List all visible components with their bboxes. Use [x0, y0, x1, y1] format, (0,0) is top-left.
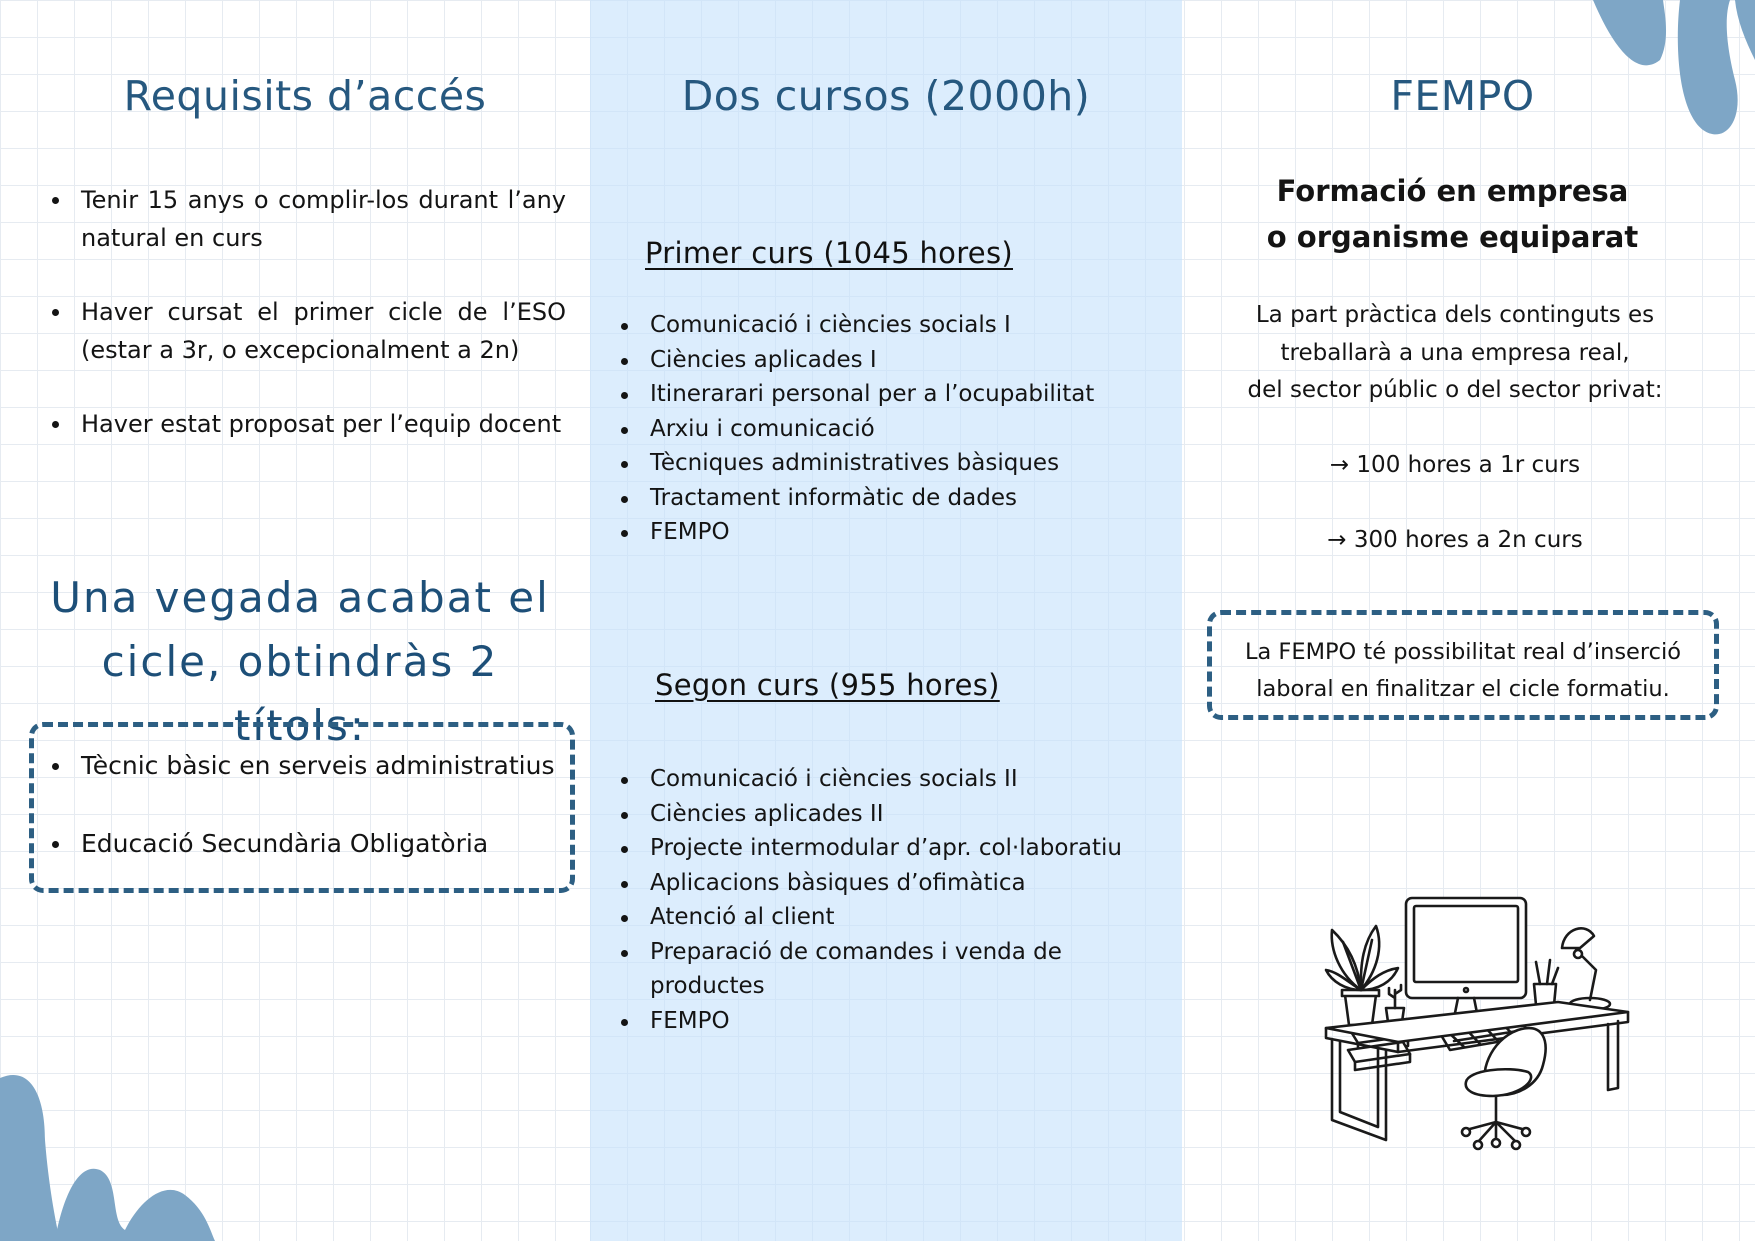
list-item: Itinerarari personal per a l’ocupabilitat	[618, 377, 1178, 412]
list-item: FEMPO	[618, 515, 1178, 550]
fempo-note	[1212, 634, 1714, 708]
titles-heading-line1: Una vegada acabat el	[50, 573, 550, 622]
list-item: Haver estat proposat per l’equip docent	[50, 405, 566, 443]
list-item: Projecte intermodular d’apr. col·laboratiu	[618, 831, 1178, 866]
list-item: Arxiu i comunicació	[618, 412, 1178, 447]
first-year-heading: Primer curs (1045 hores)	[645, 236, 1013, 270]
list-item: Tenir 15 anys o complir-los durant l’any natural en curs	[50, 181, 566, 257]
list-item: Haver cursat el primer cicle de l’ESO (estar a 3r, o excepcionalment a 2n)	[50, 293, 566, 369]
first-year-modules	[618, 308, 1178, 550]
hours-second-year: → 300 hores a 2n curs	[1327, 527, 1583, 553]
list-item: Preparació de comandes i venda de productes	[618, 935, 1178, 1004]
list-item: Educació Secundària Obligatòria	[50, 825, 570, 863]
list-item: Aplicacions bàsiques d’ofimàtica	[618, 866, 1178, 901]
middle-panel-background	[590, 0, 1182, 1241]
courses-title: Dos cursos (2000h)	[681, 72, 1091, 120]
second-year-heading: Segon curs (955 hores)	[655, 668, 1000, 702]
note-line: laboral en finalitzar el cicle formatiu.	[1256, 676, 1670, 702]
fempo-subtitle-line2: o organisme equiparat	[1266, 220, 1639, 254]
desk-computer-illustration	[1318, 890, 1638, 1170]
list-item: Atenció al client	[618, 900, 1178, 935]
fempo-title: FEMPO	[1390, 72, 1535, 120]
list-item: Ciències aplicades I	[618, 343, 1178, 378]
note-line: La FEMPO té possibilitat real d’inserció	[1244, 639, 1682, 665]
list-item: Comunicació i ciències socials I	[618, 308, 1178, 343]
titles-heading-line2: cicle, obtindràs 2 títols:	[101, 637, 499, 750]
blob-bottom-left-decoration	[0, 1070, 230, 1241]
desc-line: del sector públic o del sector privat:	[1247, 377, 1663, 403]
fempo-description	[1200, 297, 1710, 410]
desc-line: treballarà a una empresa real,	[1280, 339, 1630, 366]
desc-line: La part pràctica dels continguts es	[1255, 302, 1655, 328]
list-item: Ciències aplicades II	[618, 797, 1178, 832]
list-item: Tractament informàtic de dades	[618, 481, 1178, 516]
list-item: Comunicació i ciències socials II	[618, 762, 1178, 797]
titles-list	[50, 747, 570, 903]
fempo-subtitle	[1190, 168, 1715, 260]
requirements-title: Requisits d’accés	[123, 72, 487, 120]
list-item: Tècnic bàsic en serveis administratius	[50, 747, 570, 785]
hours-first-year: → 100 hores a 1r curs	[1329, 452, 1581, 478]
list-item: FEMPO	[618, 1004, 1178, 1039]
second-year-modules	[618, 762, 1178, 1038]
list-item: Tècniques administratives bàsiques	[618, 446, 1178, 481]
requirements-list	[50, 181, 566, 479]
fempo-subtitle-line1: Formació en empresa	[1276, 174, 1629, 208]
